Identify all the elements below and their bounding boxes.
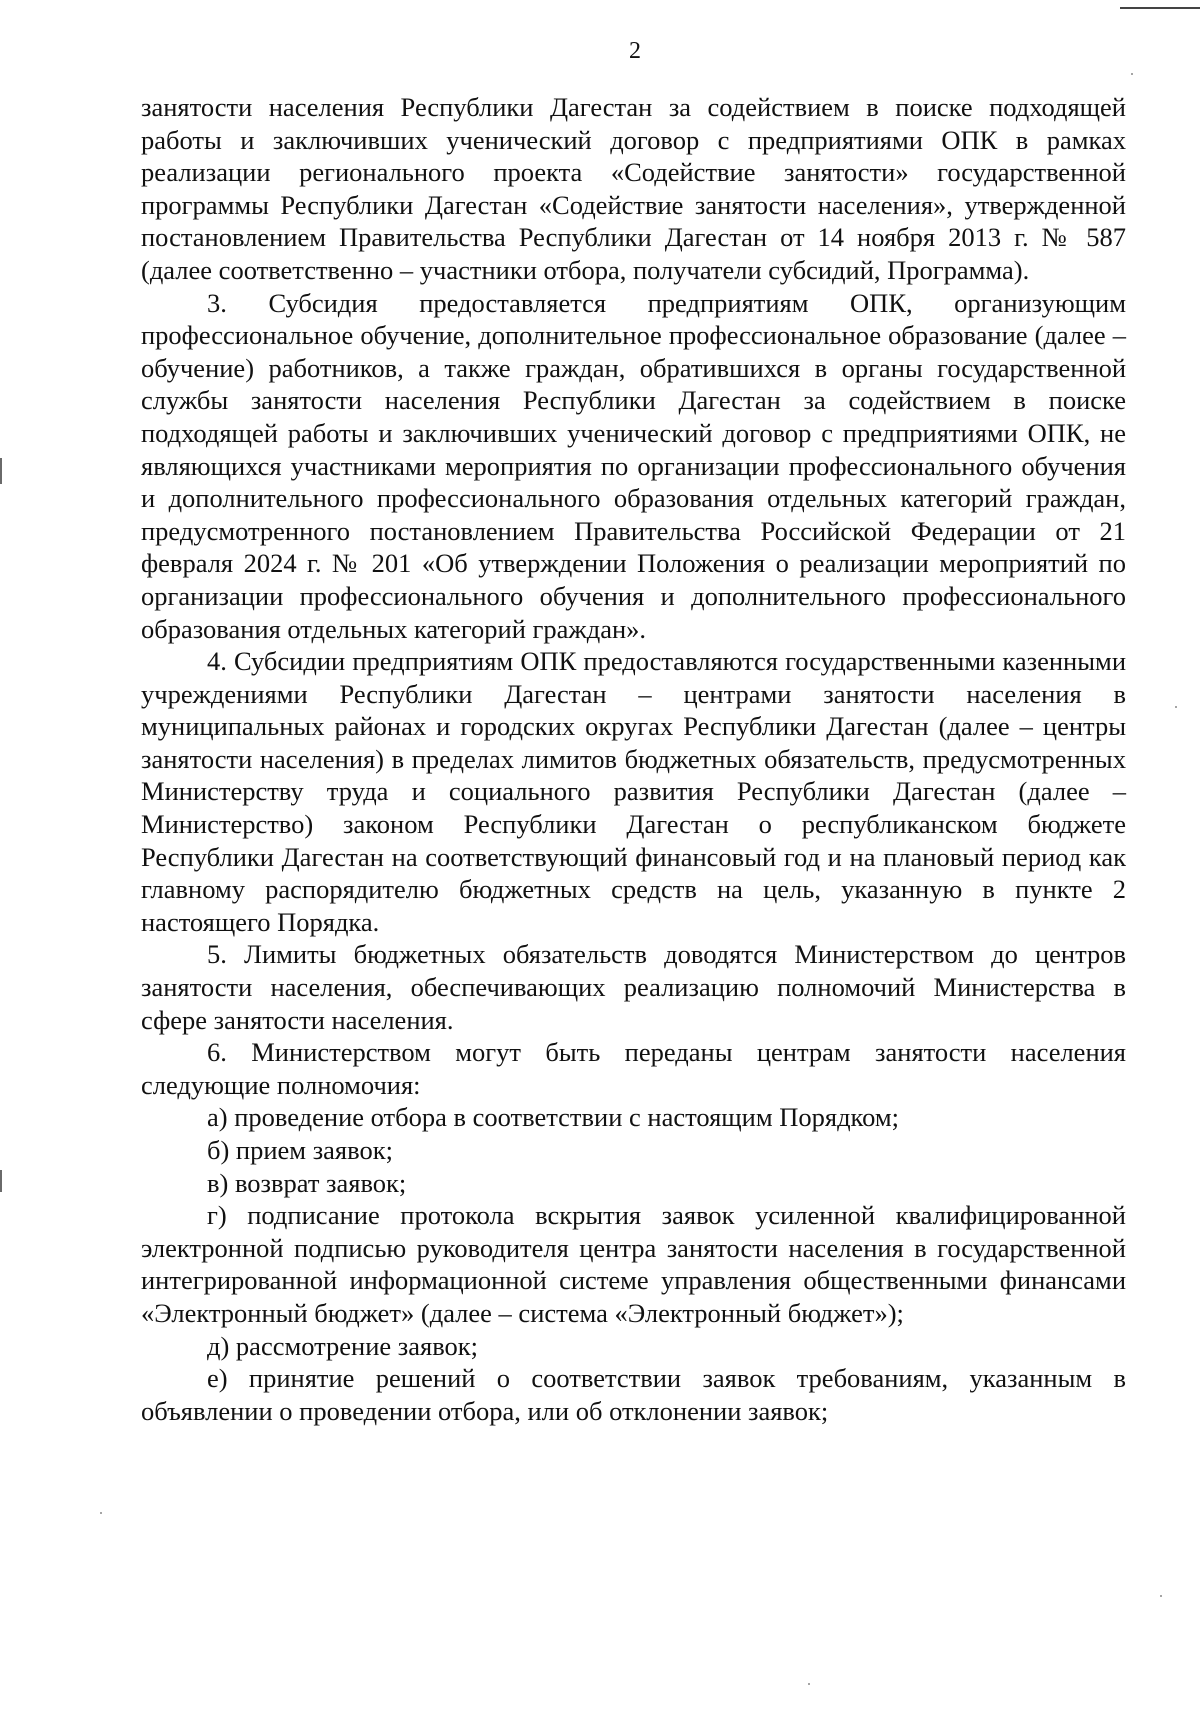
scan-speck (1131, 73, 1133, 75)
subitem-e: е) принятие решений о соответствии заявок требованиям, указанным в объявлении о проведении отбора, или об отклонении заявок; (141, 1363, 1126, 1426)
subitem-v: в) возврат заявок; (207, 1167, 407, 1198)
paragraph-item-3: 3. Субсидия предоставляется предприятиям ОПК, организующим профессиональное обучение, дополнительное профессиональное образование (далее – обучение) работников, а также граждан, обратившихся в органы государственной службы занятости населения Республики Дагестан за содействием в поиске подходящей работы и заключивших ученический договор с предприятиями ОПК, не являющихся участниками мероприятия по организации профессионального обучения и дополнительного профессионального образования отдельных категорий граждан, предусмотренного постановлением Правительства Российской Федерации от 21 февраля 2024 г. № 201 «Об утверждении Положения о реализации мероприятий по организации профессионального обучения и дополнительного профессионального образования отдельных категорий граждан». (141, 287, 1126, 644)
paragraph-item-6: 6. Министерством могут быть переданы центрам занятости населения следующие полномочия: (141, 1037, 1126, 1100)
paragraph-continuation: занятости населения Республики Дагестан за содействием в поиске подходящей работы и заключивших ученический договор с предприятиями ОПК в рамках реализации регионального проекта «Содействие занятости» государственной программы Республики Дагестан «Содействие занятости населения», утвержденной постановлением Правительства Республики Дагестан от 14 ноября 2013 г. № 587 (далее соответственно – участники отбора, получатели субсидий, Программа). (141, 92, 1126, 285)
subitem-g: г) подписание протокола вскрытия заявок усиленной квалифицированной электронной подписью руководителя центра занятости населения в государственной интегрированной информационной системе управления общественными финансами «Электронный бюджет» (далее – система «Электронный бюджет»); (141, 1200, 1126, 1328)
document-body (141, 91, 1126, 1427)
page-number: 2 (629, 38, 641, 64)
scan-edge-mark (0, 1170, 2, 1192)
subitem-b: б) прием заявок; (207, 1135, 393, 1165)
scan-edge-mark (0, 458, 2, 484)
subitem-a: а) проведение отбора в соответствии с настоящим Порядком; (207, 1102, 899, 1133)
paragraph-item-4: 4. Субсидии предприятиям ОПК предоставляются государственными казенными учреждениями Республики Дагестан – центрами занятости населения в муниципальных районах и городских округах Республики Дагестан (далее – центры занятости населения) в пределах лимитов бюджетных обязательств, предусмотренных Министерству труда и социального развития Республики Дагестан (далее – Министерство) законом Республики Дагестан о республиканском бюджете Республики Дагестан на соответствующий финансовый год и на плановый период как главному распорядителю бюджетных средств на цель, указанную в пункте 2 настоящего Порядка. (141, 646, 1126, 937)
paragraph-item-5: 5. Лимиты бюджетных обязательств доводятся Министерством до центров занятости населения, обеспечивающих реализацию полномочий Министерства в сфере занятости населения. (141, 939, 1126, 1035)
scan-speck (100, 1512, 102, 1514)
scan-edge-mark (1120, 7, 1200, 9)
scan-speck (1175, 706, 1177, 708)
scan-speck (808, 1683, 810, 1685)
scan-speck (1160, 1595, 1162, 1597)
subitem-d: д) рассмотрение заявок; (207, 1330, 479, 1361)
